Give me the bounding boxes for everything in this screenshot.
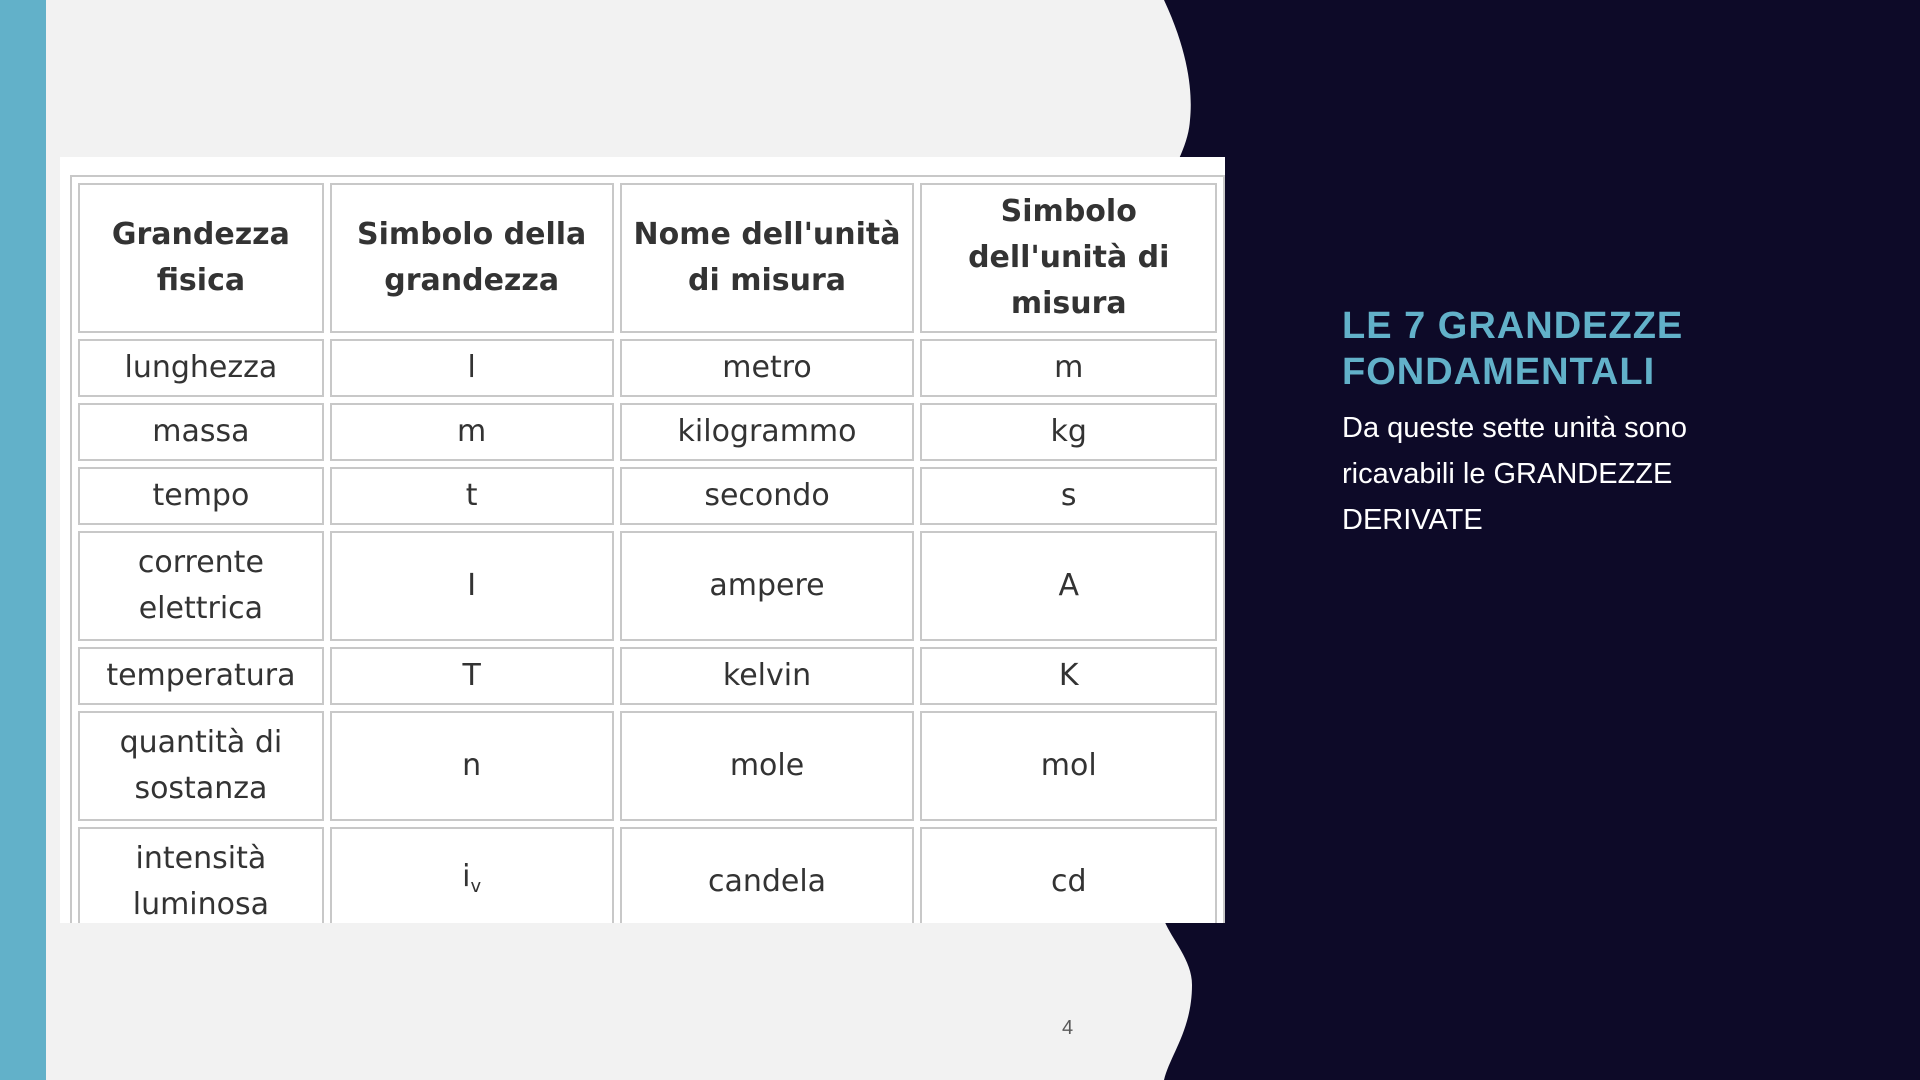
cell-unit-symbol: mol (920, 711, 1217, 821)
cell-unit-name: metro (620, 339, 915, 397)
cell-symbol: T (330, 647, 614, 705)
cell-unit-symbol: s (920, 467, 1217, 525)
cell-unit-name: kelvin (620, 647, 915, 705)
cell-unit-symbol: kg (920, 403, 1217, 461)
table-row (78, 647, 1217, 705)
symbol-subscript: v (470, 876, 482, 897)
cell-unit-symbol: cd (920, 827, 1217, 923)
symbol-main: i (462, 859, 471, 894)
cell-unit-name: secondo (620, 467, 915, 525)
table-row (78, 339, 1217, 397)
cell-unit-name: kilogrammo (620, 403, 915, 461)
cell-quantity: tempo (78, 467, 324, 525)
cell-symbol: l (330, 339, 614, 397)
cell-symbol (330, 827, 614, 923)
header-unit-name: Nome dell'unità di misura (620, 183, 915, 333)
table-row (78, 827, 1217, 923)
cell-symbol: m (330, 403, 614, 461)
cell-quantity: quantità di sostanza (78, 711, 324, 821)
si-units-table (70, 175, 1225, 923)
cell-unit-name: candela (620, 827, 915, 923)
cell-unit-name: ampere (620, 531, 915, 641)
cell-quantity: intensità luminosa (78, 827, 324, 923)
cell-unit-symbol: m (920, 339, 1217, 397)
cell-symbol: t (330, 467, 614, 525)
cell-unit-symbol: K (920, 647, 1217, 705)
cell-quantity: lunghezza (78, 339, 324, 397)
cell-symbol: n (330, 711, 614, 821)
cell-quantity: temperatura (78, 647, 324, 705)
cell-symbol: I (330, 531, 614, 641)
cell-quantity: massa (78, 403, 324, 461)
units-table-image (60, 157, 1225, 923)
table-row (78, 467, 1217, 525)
slide-title: LE 7 GRANDEZZE FONDAMENTALI (1342, 305, 1684, 393)
header-quantity-symbol: Simbolo della grandezza (330, 183, 614, 333)
cell-unit-symbol: A (920, 531, 1217, 641)
cell-quantity: corrente elettrica (78, 531, 324, 641)
slide-body-text: Da queste sette unità sono ricavabili le GRANDEZZE DERIVATE (1342, 412, 1688, 536)
table-header-row (78, 183, 1217, 333)
header-unit-symbol: Simbolo dell'unità di misura (920, 183, 1217, 333)
header-physical-quantity: Grandezza fisica (78, 183, 324, 333)
table-row (78, 403, 1217, 461)
page-number: 4 (1062, 1017, 1074, 1039)
cell-unit-name: mole (620, 711, 915, 821)
table-row (78, 711, 1217, 821)
table-row (78, 531, 1217, 641)
